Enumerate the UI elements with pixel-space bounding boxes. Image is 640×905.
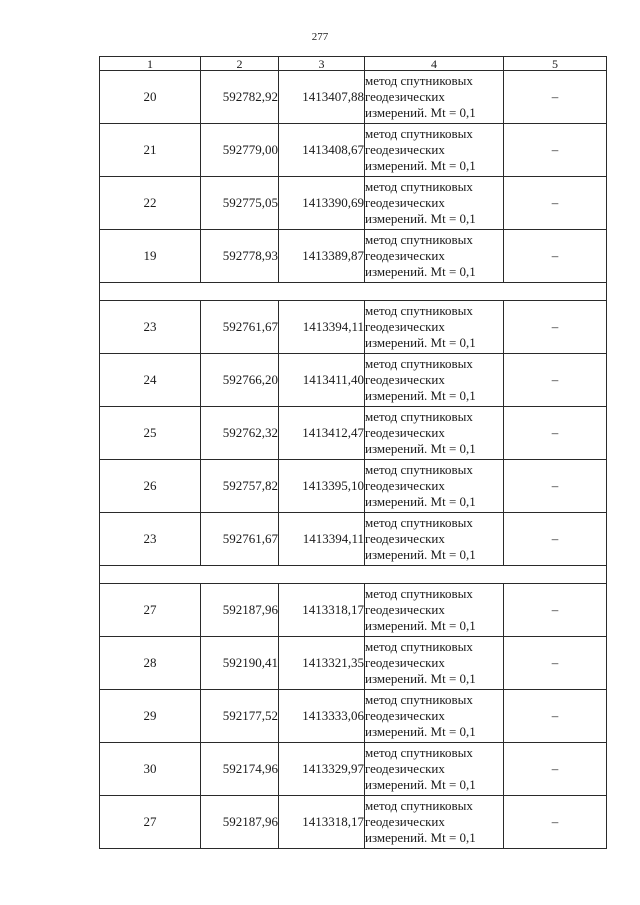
method-line: измерений. Mt = 0,1 [365, 830, 476, 845]
note-cell: – [504, 177, 607, 230]
y-coordinate-cell: 1413318,17 [279, 584, 365, 637]
method-line: геодезических [365, 319, 445, 334]
note-cell: – [504, 637, 607, 690]
method-line: метод спутниковых [365, 586, 473, 601]
table-row [100, 460, 607, 513]
x-coordinate-cell: 592766,20 [201, 354, 279, 407]
method-cell [365, 124, 504, 177]
x-coordinate-cell: 592761,67 [201, 513, 279, 566]
separator-cell [100, 283, 607, 301]
note-cell: – [504, 407, 607, 460]
table-row [100, 584, 607, 637]
x-coordinate-cell: 592757,82 [201, 460, 279, 513]
y-coordinate-cell: 1413408,67 [279, 124, 365, 177]
point-number-cell: 23 [100, 301, 201, 354]
x-coordinate-cell: 592190,41 [201, 637, 279, 690]
table-row [100, 177, 607, 230]
y-coordinate-cell: 1413390,69 [279, 177, 365, 230]
method-line: метод спутниковых [365, 356, 473, 371]
table-row [100, 743, 607, 796]
point-number-cell: 28 [100, 637, 201, 690]
table-row [100, 690, 607, 743]
method-line: измерений. Mt = 0,1 [365, 547, 476, 562]
method-cell [365, 230, 504, 283]
point-number-cell: 27 [100, 584, 201, 637]
note-cell: – [504, 690, 607, 743]
method-line: метод спутниковых [365, 126, 473, 141]
y-coordinate-cell: 1413411,40 [279, 354, 365, 407]
method-line: метод спутниковых [365, 515, 473, 530]
method-line: измерений. Mt = 0,1 [365, 671, 476, 686]
page-number: 277 [311, 31, 329, 43]
y-coordinate-cell: 1413389,87 [279, 230, 365, 283]
x-coordinate-cell: 592761,67 [201, 301, 279, 354]
method-line: метод спутниковых [365, 639, 473, 654]
x-coordinate-cell: 592782,92 [201, 71, 279, 124]
method-line: геодезических [365, 708, 445, 723]
method-line: измерений. Mt = 0,1 [365, 335, 476, 350]
y-coordinate-cell: 1413329,97 [279, 743, 365, 796]
method-cell [365, 460, 504, 513]
x-coordinate-cell: 592174,96 [201, 743, 279, 796]
method-line: геодезических [365, 372, 445, 387]
note-cell: – [504, 124, 607, 177]
method-line: измерений. Mt = 0,1 [365, 388, 476, 403]
method-line: геодезических [365, 478, 445, 493]
method-line: геодезических [365, 531, 445, 546]
method-cell [365, 177, 504, 230]
note-cell: – [504, 71, 607, 124]
x-coordinate-cell: 592779,00 [201, 124, 279, 177]
header-col-2: 2 [201, 57, 279, 71]
method-line: измерений. Mt = 0,1 [365, 105, 476, 120]
method-line: метод спутниковых [365, 798, 473, 813]
method-cell [365, 301, 504, 354]
header-col-3: 3 [279, 57, 365, 71]
y-coordinate-cell: 1413394,11 [279, 301, 365, 354]
method-line: метод спутниковых [365, 692, 473, 707]
y-coordinate-cell: 1413407,88 [279, 71, 365, 124]
table-row [100, 796, 607, 849]
point-number-cell: 22 [100, 177, 201, 230]
method-line: геодезических [365, 195, 445, 210]
table-row [100, 354, 607, 407]
y-coordinate-cell: 1413412,47 [279, 407, 365, 460]
method-line: метод спутниковых [365, 745, 473, 760]
method-cell [365, 513, 504, 566]
note-cell: – [504, 796, 607, 849]
note-cell: – [504, 230, 607, 283]
table-body [100, 71, 607, 849]
method-line: метод спутниковых [365, 73, 473, 88]
method-line: измерений. Mt = 0,1 [365, 158, 476, 173]
y-coordinate-cell: 1413395,10 [279, 460, 365, 513]
table-row [100, 513, 607, 566]
y-coordinate-cell: 1413318,17 [279, 796, 365, 849]
header-col-5: 5 [504, 57, 607, 71]
x-coordinate-cell: 592177,52 [201, 690, 279, 743]
y-coordinate-cell: 1413394,11 [279, 513, 365, 566]
method-line: измерений. Mt = 0,1 [365, 264, 476, 279]
point-number-cell: 24 [100, 354, 201, 407]
table-row [100, 301, 607, 354]
method-cell [365, 71, 504, 124]
table-row [100, 124, 607, 177]
header-col-4: 4 [365, 57, 504, 71]
method-cell [365, 637, 504, 690]
method-line: геодезических [365, 761, 445, 776]
method-line: измерений. Mt = 0,1 [365, 777, 476, 792]
point-number-cell: 19 [100, 230, 201, 283]
point-number-cell: 25 [100, 407, 201, 460]
table-row [100, 407, 607, 460]
method-line: измерений. Mt = 0,1 [365, 441, 476, 456]
separator-cell [100, 566, 607, 584]
method-line: метод спутниковых [365, 303, 473, 318]
method-cell [365, 743, 504, 796]
y-coordinate-cell: 1413333,06 [279, 690, 365, 743]
table-row [100, 637, 607, 690]
y-coordinate-cell: 1413321,35 [279, 637, 365, 690]
note-cell: – [504, 354, 607, 407]
coordinates-table [99, 56, 607, 849]
point-number-cell: 23 [100, 513, 201, 566]
note-cell: – [504, 301, 607, 354]
method-line: геодезических [365, 655, 445, 670]
point-number-cell: 30 [100, 743, 201, 796]
method-line: геодезических [365, 425, 445, 440]
note-cell: – [504, 584, 607, 637]
note-cell: – [504, 513, 607, 566]
method-line: геодезических [365, 814, 445, 829]
method-line: измерений. Mt = 0,1 [365, 494, 476, 509]
method-line: измерений. Mt = 0,1 [365, 724, 476, 739]
x-coordinate-cell: 592778,93 [201, 230, 279, 283]
header-col-1: 1 [100, 57, 201, 71]
point-number-cell: 20 [100, 71, 201, 124]
note-cell: – [504, 460, 607, 513]
table-row [100, 230, 607, 283]
note-cell: – [504, 743, 607, 796]
method-cell [365, 796, 504, 849]
section-separator [100, 283, 607, 301]
x-coordinate-cell: 592762,32 [201, 407, 279, 460]
method-line: метод спутниковых [365, 409, 473, 424]
x-coordinate-cell: 592187,96 [201, 796, 279, 849]
method-line: геодезических [365, 142, 445, 157]
point-number-cell: 29 [100, 690, 201, 743]
method-cell [365, 407, 504, 460]
method-line: геодезических [365, 89, 445, 104]
point-number-cell: 27 [100, 796, 201, 849]
x-coordinate-cell: 592775,05 [201, 177, 279, 230]
point-number-cell: 26 [100, 460, 201, 513]
method-cell [365, 354, 504, 407]
method-line: метод спутниковых [365, 232, 473, 247]
method-line: измерений. Mt = 0,1 [365, 211, 476, 226]
method-cell [365, 690, 504, 743]
section-separator [100, 566, 607, 584]
method-line: геодезических [365, 248, 445, 263]
table-header-row [100, 57, 607, 71]
table-row [100, 71, 607, 124]
point-number-cell: 21 [100, 124, 201, 177]
method-line: измерений. Mt = 0,1 [365, 618, 476, 633]
method-line: метод спутниковых [365, 179, 473, 194]
x-coordinate-cell: 592187,96 [201, 584, 279, 637]
method-cell [365, 584, 504, 637]
method-line: геодезических [365, 602, 445, 617]
method-line: метод спутниковых [365, 462, 473, 477]
